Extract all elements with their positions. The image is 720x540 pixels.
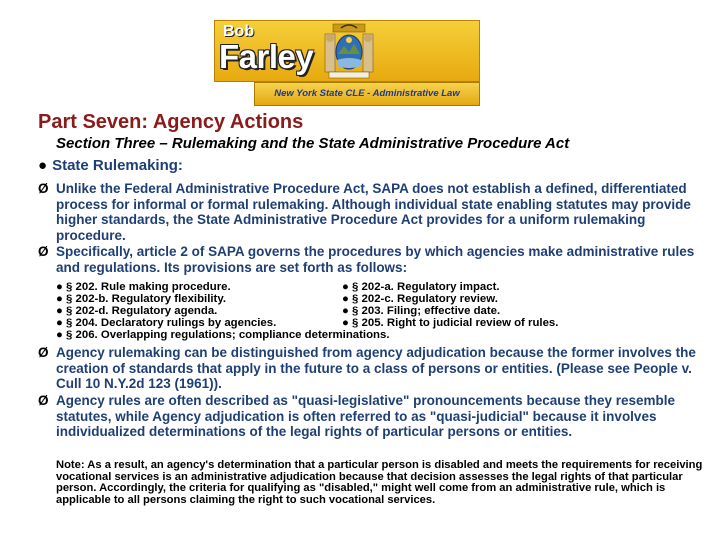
arrow-bullet-icon: Ø [38, 393, 49, 408]
section-item: ● § 203. Filing; effective date. [342, 305, 501, 317]
arrow-bullet-icon: Ø [38, 244, 49, 259]
section-item: ● § 204. Declaratory rulings by agencies. [56, 317, 277, 329]
logo-first-name: Bob [223, 23, 255, 40]
note-paragraph: Note: As a result, an agency's determination that a particular person is disabled and meets the requirements for receiving vocational services is an administrative adjudication because that decision assesses the legal rights of that particular person. Accordingly, the criteria for qualifying as "disabled," might well come from an administrative rule, which is applicable to all persons claiming the right to such vocational services. [56, 459, 703, 506]
paragraph-quasi-legislative [38, 393, 710, 440]
logo-top-banner [214, 20, 480, 82]
state-rulemaking-label: State Rulemaking: [52, 157, 183, 174]
arrow-bullet-icon: Ø [38, 181, 49, 196]
state-rulemaking-bullet [38, 157, 183, 174]
paragraph-federal-vs-sapa [38, 181, 710, 243]
logo-subtitle: New York State CLE - Administrative Law [254, 82, 480, 106]
paragraph-rulemaking-vs-adjudication [38, 345, 710, 392]
paragraph-text: Agency rules are often described as "quasi-legislative" pronouncements because they resemble statutes, while Agency adjudication is often referred to as "quasi-judicial" because it involves individualized determinations of the legal rights of particular persons or entities. [56, 393, 676, 439]
section-subtitle: Section Three – Rulemaking and the State Administrative Procedure Act [56, 135, 570, 152]
section-item: ● § 202-c. Regulatory review. [342, 293, 498, 305]
section-item: ● § 202. Rule making procedure. [56, 281, 231, 293]
section-item: ● § 202-d. Regulatory agenda. [56, 305, 218, 317]
section-item: ● § 202-b. Regulatory flexibility. [56, 293, 226, 305]
bullet-dot-icon: ● [38, 157, 48, 174]
paragraph-text: Specifically, article 2 of SAPA governs the procedures by which agencies make administrative rules and regulations. Its provisions are set forth as follows: [56, 244, 695, 275]
arrow-bullet-icon: Ø [38, 345, 49, 360]
section-item: ● § 205. Right to judicial review of rules. [342, 317, 559, 329]
paragraph-text: Agency rulemaking can be distinguished from agency adjudication because the former involves the creation of standards that apply in the future to a class of persons or entities. (Please see People v. Cull 10 N.Y.2d 123 (1961)). [56, 345, 696, 391]
bob-farley-logo [214, 20, 480, 108]
new-york-state-seal-icon [319, 22, 379, 80]
logo-last-name: Farley [219, 38, 314, 75]
page-title: Part Seven: Agency Actions [38, 111, 304, 133]
paragraph-article-2 [38, 244, 710, 275]
section-item: ● § 202-a. Regulatory impact. [342, 281, 500, 293]
paragraph-text: Unlike the Federal Administrative Procedure Act, SAPA does not establish a defined, differentiated process for informal or formal rulemaking. Although individual state enabling statutes may provide higher standards, the State Administrative Procedure Act provides for a uniform rulemaking procedure. [56, 181, 691, 243]
section-item: ● § 206. Overlapping regulations; compliance determinations. [56, 329, 390, 341]
